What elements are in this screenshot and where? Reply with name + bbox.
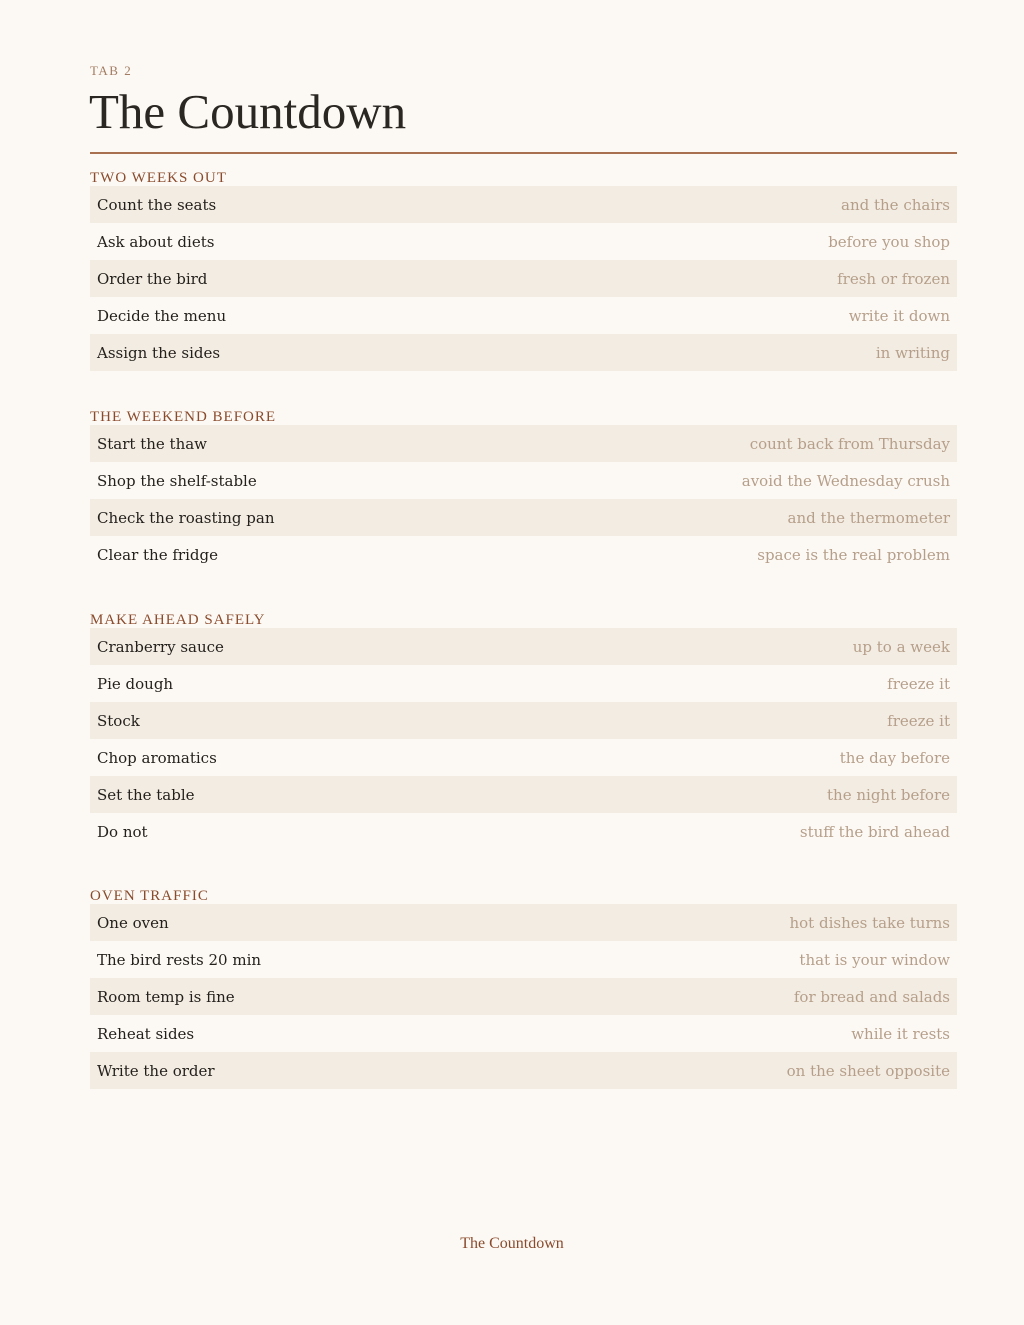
- row-label: Order the bird: [97, 269, 208, 288]
- row-label: Shop the shelf-stable: [97, 471, 257, 490]
- row-label: Room temp is fine: [97, 987, 235, 1006]
- checklist-row: [90, 739, 957, 776]
- checklist: [90, 904, 957, 1089]
- row-label: Clear the fridge: [97, 545, 218, 564]
- page-title: The Countdown: [89, 84, 407, 139]
- checklist-row: [90, 978, 957, 1015]
- row-note: the day before: [839, 748, 950, 767]
- row-label: Do not: [97, 822, 148, 841]
- section-make-ahead: [90, 612, 957, 850]
- row-note: for bread and salads: [793, 987, 950, 1006]
- row-label: Assign the sides: [97, 343, 221, 362]
- row-label: Pie dough: [97, 674, 174, 693]
- row-label: Cranberry sauce: [97, 637, 224, 656]
- row-note: the night before: [827, 785, 950, 804]
- checklist: [90, 628, 957, 850]
- checklist-row: [90, 462, 957, 499]
- section-heading: TWO WEEKS OUT: [90, 170, 227, 186]
- title-divider: [90, 152, 957, 154]
- checklist-row: [90, 536, 957, 573]
- checklist-row: [90, 297, 957, 334]
- row-label: Stock: [97, 711, 140, 730]
- row-note: fresh or frozen: [837, 269, 950, 288]
- section-heading: MAKE AHEAD SAFELY: [90, 612, 266, 628]
- row-label: Count the seats: [97, 195, 217, 214]
- row-note: that is your window: [799, 950, 950, 969]
- checklist-row: [90, 665, 957, 702]
- checklist-row: [90, 223, 957, 260]
- row-note: count back from Thursday: [749, 434, 950, 453]
- row-note: in writing: [875, 343, 950, 362]
- checklist-row: [90, 260, 957, 297]
- checklist-row: [90, 334, 957, 371]
- section-heading: OVEN TRAFFIC: [90, 888, 209, 904]
- checklist-row: [90, 904, 957, 941]
- checklist: [90, 425, 957, 573]
- checklist-row: [90, 1015, 957, 1052]
- checklist-row: [90, 1052, 957, 1089]
- row-note: avoid the Wednesday crush: [741, 471, 950, 490]
- row-note: before you shop: [828, 232, 950, 251]
- section-heading: THE WEEKEND BEFORE: [90, 409, 277, 425]
- row-label: One oven: [97, 913, 169, 932]
- row-note: and the chairs: [841, 195, 950, 214]
- row-label: Ask about diets: [97, 232, 215, 251]
- checklist-row: [90, 941, 957, 978]
- row-label: Check the roasting pan: [97, 508, 275, 527]
- row-note: freeze it: [887, 674, 950, 693]
- checklist-row: [90, 499, 957, 536]
- row-note: hot dishes take turns: [789, 913, 950, 932]
- row-label: Reheat sides: [97, 1024, 195, 1043]
- row-label: Write the order: [97, 1061, 215, 1080]
- row-label: Start the thaw: [97, 434, 208, 453]
- row-note: stuff the bird ahead: [799, 822, 950, 841]
- row-note: on the sheet opposite: [786, 1061, 950, 1080]
- row-note: write it down: [848, 306, 950, 325]
- checklist-row: [90, 776, 957, 813]
- row-label: Chop aromatics: [97, 748, 217, 767]
- checklist: [90, 186, 957, 371]
- tab-label: TAB 2: [90, 63, 133, 78]
- page-footer: The Countdown: [460, 1235, 564, 1252]
- checklist-row: [90, 186, 957, 223]
- checklist-row: [90, 702, 957, 739]
- checklist-row: [90, 628, 957, 665]
- section-two-weeks-out: [90, 170, 957, 371]
- row-note: while it rests: [851, 1024, 950, 1043]
- row-label: Decide the menu: [97, 306, 227, 325]
- row-note: space is the real problem: [757, 545, 950, 564]
- row-note: up to a week: [852, 637, 950, 656]
- checklist-row: [90, 813, 957, 850]
- section-oven-traffic: [90, 888, 957, 1089]
- section-weekend-before: [90, 409, 957, 573]
- row-note: and the thermometer: [787, 508, 950, 527]
- row-note: freeze it: [887, 711, 950, 730]
- checklist-row: [90, 425, 957, 462]
- row-label: Set the table: [97, 785, 195, 804]
- row-label: The bird rests 20 min: [97, 950, 262, 969]
